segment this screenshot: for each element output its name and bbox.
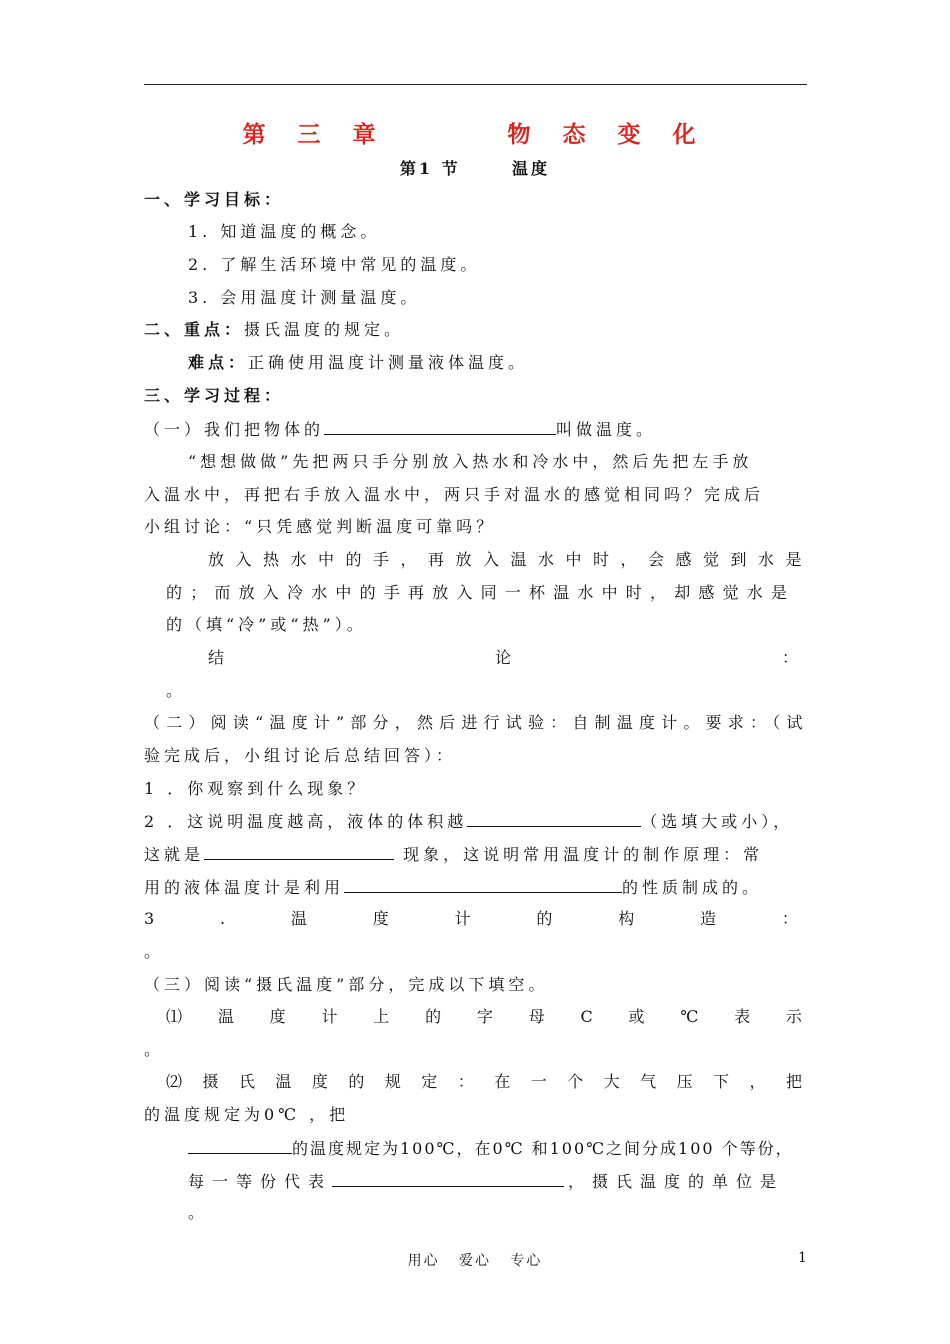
end-mark: 。 — [188, 1203, 209, 1222]
end-mark: 。 — [144, 1040, 165, 1059]
fill-item-char: ， — [749, 1072, 766, 1091]
question-3-char: 的 — [536, 909, 553, 928]
fill-item-2-cont — [188, 1137, 794, 1160]
fill-item-char: ： — [457, 1072, 474, 1091]
fill-item-char: 定 — [421, 1072, 438, 1091]
part1-text-a: （一）我们把物体的 — [144, 420, 325, 439]
fill-item-char: 氏 — [238, 1072, 255, 1091]
fill-item-char: 表 — [734, 1007, 751, 1026]
fill-item-char: 下 — [713, 1072, 730, 1091]
question-3-char: . — [220, 909, 226, 928]
paragraph-line: 的（填“冷”或“热”）。 — [166, 615, 367, 634]
fill-blank[interactable] — [332, 1170, 564, 1187]
diff-label: 难点： — [188, 353, 249, 372]
part1-text-b: 叫做温度。 — [556, 420, 657, 439]
paragraph-line: 验完成后，小组讨论后总结回答）： — [144, 746, 457, 765]
fill-item-char: 计 — [321, 1007, 338, 1026]
question-2 — [144, 810, 793, 833]
sec1-heading: 一、学习目标： — [144, 190, 285, 209]
fill-item-char: 度 — [269, 1007, 286, 1026]
fill-item-char: 把 — [785, 1072, 802, 1091]
fill-item-char: 在 — [494, 1072, 511, 1091]
fill-item-char: 上 — [373, 1007, 390, 1026]
conclusion-line — [208, 647, 798, 669]
question-2-text: 用的液体温度计是利用 — [144, 878, 345, 897]
question-2-text: 的性质制成的。 — [622, 878, 763, 897]
fill-item-text: ，摄氏温度的单位是 — [568, 1172, 785, 1191]
footer-motto: 用心 爱心 专心 — [407, 1253, 543, 1269]
part1-line — [144, 418, 656, 441]
question-3-char: 构 — [618, 909, 635, 928]
fill-item-char: ⑵ — [166, 1072, 183, 1091]
section-title: 第1 节 温度 — [399, 159, 551, 178]
fill-item-2-cont: 的温度规定为0℃ ，把 — [144, 1105, 350, 1124]
sec3-heading: 三、学习过程： — [144, 386, 285, 405]
part3-intro: （三）阅读“摄氏温度”部分，完成以下填空。 — [144, 975, 549, 994]
question-1: 1 ．你观察到什么现象？ — [144, 779, 368, 798]
key-label: 二、重点： — [144, 320, 245, 339]
chapter-title: 第 三 章 物 态 变 化 — [242, 121, 708, 148]
fill-item-2 — [166, 1071, 802, 1093]
fill-item-char: 温 — [275, 1072, 292, 1091]
fill-item-char: 或 — [628, 1007, 645, 1026]
fill-blank[interactable] — [344, 876, 622, 893]
objective-3: 3. 会用温度计测量温度。 — [188, 288, 421, 307]
question-2-text: （选填大或小）， — [641, 812, 794, 831]
question-3-char: 3 — [144, 909, 155, 928]
question-2-text: 这就是 — [144, 845, 205, 864]
conclusion-char: 论 — [494, 648, 511, 667]
fill-item-1 — [166, 1006, 802, 1028]
paragraph-line: 放入热水中的手，再放入温水中时，会感觉到水是 — [208, 550, 814, 569]
end-mark: 。 — [144, 942, 165, 961]
fill-item-char: 度 — [311, 1072, 328, 1091]
question-3-char: 温 — [290, 909, 307, 928]
objective-2: 2. 了解生活环境中常见的温度。 — [188, 255, 481, 274]
fill-item-char: ⑴ — [166, 1007, 183, 1026]
fill-item-char: 压 — [676, 1072, 693, 1091]
fill-item-char: 一 — [530, 1072, 547, 1091]
difficult-point — [188, 352, 528, 374]
fill-item-char: 字 — [476, 1007, 493, 1026]
fill-item-char: 摄 — [202, 1072, 219, 1091]
question-2-text: 现象，这说明常用温度计的制作原理：常 — [394, 845, 764, 864]
fill-item-char: 母 — [528, 1007, 545, 1026]
paragraph-line: “想想做做”先把两只手分别放入热水和冷水中，然后先把左手放 — [188, 452, 753, 471]
paragraph-line: 的；而放入冷水中的手再放入同一杯温水中时，却感觉水是 — [166, 583, 796, 602]
fill-item-char: 示 — [785, 1007, 802, 1026]
question-3 — [144, 908, 798, 930]
question-3-char: ： — [781, 909, 798, 928]
question-3-char: 造 — [700, 909, 717, 928]
fill-blank[interactable] — [188, 1137, 292, 1154]
fill-item-char: 气 — [640, 1072, 657, 1091]
fill-item-text: 每一等份代表 — [188, 1172, 333, 1191]
fill-item-char: 温 — [217, 1007, 234, 1026]
fill-item-char: ℃ — [680, 1007, 699, 1026]
conclusion-char: 结 — [208, 648, 225, 667]
fill-blank[interactable] — [467, 810, 641, 827]
fill-item-char: C — [580, 1007, 593, 1026]
fill-item-char: 的 — [348, 1072, 365, 1091]
fill-blank[interactable] — [324, 418, 556, 435]
fill-item-char: 大 — [603, 1072, 620, 1091]
conclusion-char: ： — [781, 648, 798, 667]
key-point — [144, 319, 404, 341]
question-2-cont — [144, 843, 763, 866]
fill-blank[interactable] — [204, 843, 394, 860]
page-number: 1 — [798, 1250, 807, 1266]
fill-item-char: 规 — [384, 1072, 401, 1091]
paragraph-line: （二）阅读“温度计”部分，然后进行试验：自制温度计。要求：（试 — [144, 713, 809, 732]
diff-text: 正确使用温度计测量液体温度。 — [248, 353, 529, 372]
question-3-char: 计 — [454, 909, 471, 928]
paragraph-line: 入温水中，再把右手放入温水中，两只手对温水的感觉相同吗？完成后 — [144, 485, 765, 504]
fill-item-char: 的 — [425, 1007, 442, 1026]
key-text: 摄氏温度的规定。 — [244, 320, 405, 339]
end-mark: 。 — [166, 681, 187, 700]
question-2-text: 2 ．这说明温度越高，液体的体积越 — [144, 812, 468, 831]
fill-item-2-cont — [188, 1170, 784, 1193]
objective-1: 1. 知道温度的概念。 — [188, 222, 381, 241]
paragraph-line: 小组讨论：“只凭感觉判断温度可靠吗？ — [144, 517, 497, 536]
fill-item-char: 个 — [567, 1072, 584, 1091]
question-3-char: 度 — [372, 909, 389, 928]
question-2-cont — [144, 876, 762, 899]
fill-item-text: 的温度规定为100℃，在0℃ 和100℃之间分成100 个等份， — [292, 1139, 794, 1158]
header-rule — [144, 84, 807, 85]
